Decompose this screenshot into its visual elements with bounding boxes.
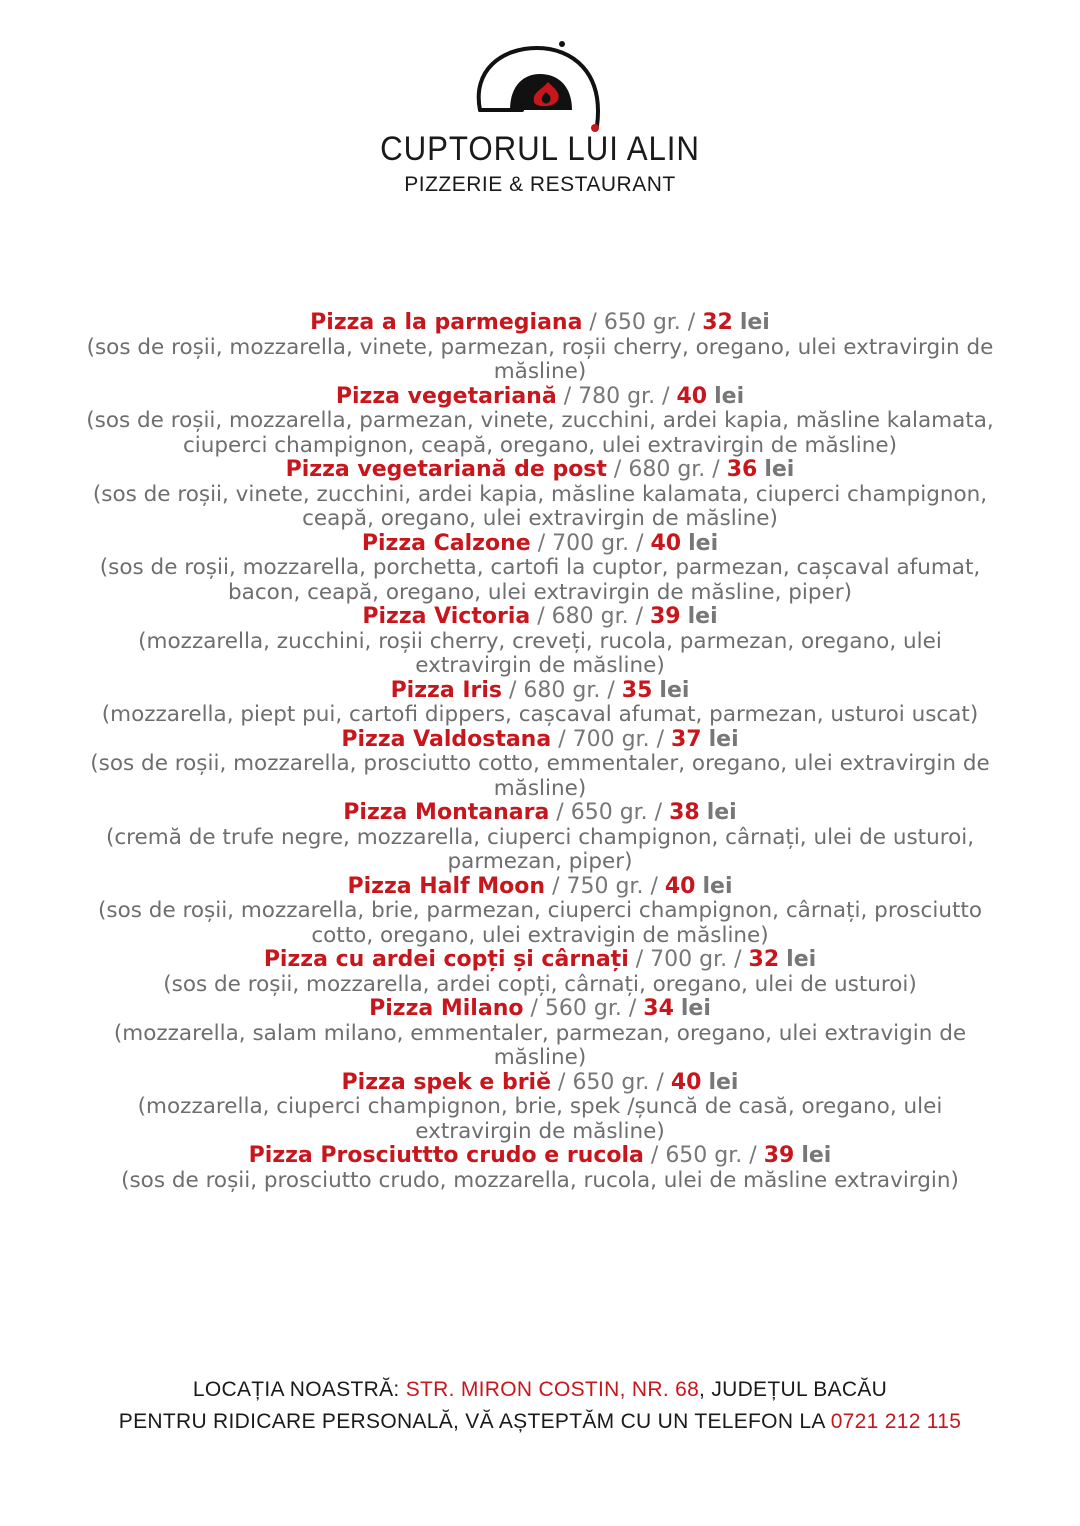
separator: / <box>643 873 665 899</box>
brand-subtitle: PIZZERIE & RESTAURANT <box>404 173 676 196</box>
menu-item <box>80 1144 1000 1193</box>
menu-item <box>80 385 1000 459</box>
menu-item-weight: 650 gr. <box>603 310 681 335</box>
menu-item-price: 40 <box>670 1069 702 1095</box>
menu-item-name: Pizza Milano <box>369 996 524 1021</box>
menu-item-price: 35 <box>621 677 653 703</box>
separator: / <box>628 604 650 629</box>
menu-item-header <box>80 679 1000 704</box>
pickup-label: PENTRU RIDICARE PERSONALĂ, VĂ AȘTEPTĂM CU UN TELEFON LA <box>118 1410 831 1433</box>
separator: / <box>582 310 604 335</box>
menu-item-currency: lei <box>688 530 719 556</box>
brand-logo <box>0 0 1080 210</box>
menu-item-currency: lei <box>714 383 745 409</box>
menu-item-header <box>80 385 1000 410</box>
menu-item-price: 37 <box>670 726 702 752</box>
separator: / <box>647 800 670 825</box>
location-county: , JUDEȚUL BACĂU <box>699 1378 888 1401</box>
separator: / <box>705 457 727 482</box>
separator: / <box>549 800 571 825</box>
menu-item-description: (mozzarella, piept pui, cartofi dippers, cașcaval afumat, parmezan, usturoi uscat) <box>101 702 979 727</box>
menu-item <box>80 728 1000 802</box>
menu-item-name: Pizza Montanara <box>343 800 550 825</box>
menu-item-name: Pizza spek e briĕ <box>341 1069 552 1095</box>
menu-item-description: (sos de roșii, prosciutto crudo, mozzarella, rucola, ulei de măsline extravirgin) <box>121 1167 959 1193</box>
pizza-menu <box>80 311 1000 1193</box>
separator: / <box>655 383 677 409</box>
separator: / <box>551 726 573 752</box>
menu-item <box>80 1071 1000 1145</box>
separator: / <box>742 1143 764 1168</box>
menu-item-weight: 750 gr. <box>566 873 644 899</box>
menu-item-name: Pizza a la parmegiana <box>310 310 583 335</box>
separator: / <box>502 677 524 703</box>
menu-item-currency: lei <box>680 996 711 1021</box>
menu-item-price: 39 <box>650 604 681 629</box>
menu-item-price: 40 <box>650 530 682 556</box>
menu-item-weight: 650 gr. <box>572 1069 650 1095</box>
menu-item-description: (mozzarella, ciuperci champignon, brie, spek /șuncă de casă, oregano, ulei extravirgin de măsline) <box>137 1094 943 1144</box>
menu-item-currency: lei <box>706 800 737 825</box>
menu-item-header <box>80 801 1000 826</box>
menu-item <box>80 679 1000 728</box>
menu-item-currency: lei <box>702 873 733 899</box>
menu-item-weight: 700 gr. <box>552 530 630 556</box>
menu-item-weight: 700 gr. <box>650 947 728 972</box>
menu-item-header <box>80 728 1000 753</box>
menu-item-header <box>80 458 1000 483</box>
separator: / <box>621 996 644 1021</box>
menu-item-weight: 700 gr. <box>572 726 650 752</box>
menu-item-price: 40 <box>676 383 708 409</box>
menu-item-header <box>80 997 1000 1022</box>
separator: / <box>649 1069 671 1095</box>
menu-item-currency: lei <box>708 1069 739 1095</box>
menu-item-description: (sos de roșii, mozzarella, prosciutto cotto, emmentaler, oregano, ulei extravirgin de măsline) <box>90 751 990 801</box>
phone-number[interactable]: 0721 212 115 <box>830 1410 962 1433</box>
oven-logo-icon <box>462 30 612 140</box>
menu-item-weight: 680 gr. <box>523 677 601 703</box>
menu-item-name: Pizza Valdostana <box>341 726 552 752</box>
menu-item <box>80 458 1000 532</box>
menu-item-name: Pizza vegetariană <box>335 383 557 409</box>
separator: / <box>545 873 567 899</box>
separator: / <box>680 310 703 335</box>
menu-item <box>80 875 1000 949</box>
menu-item-weight: 650 gr. <box>570 800 648 825</box>
menu-item-currency: lei <box>764 457 795 482</box>
menu-item-name: Pizza Calzone <box>361 530 531 556</box>
separator: / <box>727 947 749 972</box>
separator: / <box>643 1143 666 1168</box>
separator: / <box>530 530 553 556</box>
menu-item <box>80 948 1000 997</box>
menu-item-description: (sos de roșii, mozzarella, brie, parmezan, ciuperci champignon, cârnați, prosciutto cotto, oregano, ulei extravigin de măsline) <box>98 898 982 948</box>
menu-item <box>80 532 1000 606</box>
menu-item-currency: lei <box>801 1143 832 1168</box>
menu-item-price: 38 <box>669 800 700 825</box>
separator: / <box>628 947 651 972</box>
menu-item-currency: lei <box>786 947 817 972</box>
menu-item-currency: lei <box>687 604 718 629</box>
menu-item-description: (sos de roșii, mozzarella, porchetta, cartofi la cuptor, parmezan, cașcaval afumat, bacon, ceapă, oregano, ulei extravirgin de măsline, piper) <box>99 555 981 605</box>
separator: / <box>551 1069 573 1095</box>
menu-item-header <box>80 948 1000 973</box>
location-line <box>0 1374 1080 1406</box>
pickup-line <box>0 1406 1080 1438</box>
menu-item-name: Pizza cu ardei copți și cârnați <box>263 947 629 972</box>
footer-contact <box>0 1374 1080 1438</box>
separator: / <box>629 530 651 556</box>
menu-item-header <box>80 532 1000 557</box>
menu-item-price: 32 <box>748 947 780 972</box>
menu-item <box>80 311 1000 385</box>
menu-item <box>80 997 1000 1071</box>
menu-item-price: 36 <box>726 457 758 482</box>
menu-item-header <box>80 605 1000 630</box>
menu-item-weight: 780 gr. <box>578 383 656 409</box>
separator: / <box>556 383 579 409</box>
menu-item-description: (sos de roșii, mozzarella, ardei copți, cârnați, oregano, ulei de usturoi) <box>163 971 917 997</box>
menu-item-name: Pizza Prosciuttto crudo e rucola <box>248 1143 644 1168</box>
menu-item-weight: 560 gr. <box>544 996 622 1021</box>
menu-item-currency: lei <box>708 726 739 752</box>
menu-item <box>80 801 1000 875</box>
location-label: LOCAȚIA NOASTRĂ: <box>192 1378 406 1401</box>
menu-item-header <box>80 1144 1000 1169</box>
menu-item-header <box>80 875 1000 900</box>
menu-item-weight: 680 gr. <box>628 457 706 482</box>
separator: / <box>523 996 545 1021</box>
menu-item-weight: 680 gr. <box>551 604 629 629</box>
menu-item-currency: lei <box>659 677 690 703</box>
menu-item-description: (mozzarella, salam milano, emmentaler, parmezan, oregano, ulei extravigin de măsline) <box>113 1020 967 1070</box>
menu-item-description: (mozzarella, zucchini, roșii cherry, creveți, rucola, parmezan, oregano, ulei extravirgin de măsline) <box>138 628 942 678</box>
menu-item-price: 34 <box>643 996 674 1021</box>
location-address: STR. MIRON COSTIN, NR. 68 <box>405 1378 700 1401</box>
menu-item-description: (sos de roșii, vinete, zucchini, ardei kapia, măsline kalamata, ciuperci champignon, ceapă, oregano, ulei extravirgin de măsline) <box>92 481 988 531</box>
menu-item-description: (sos de roșii, mozzarella, vinete, parmezan, roșii cherry, oregano, ulei extravirgin de măsline) <box>86 334 994 384</box>
menu-item-description: (cremă de trufe negre, mozzarella, ciuperci champignon, cârnați, ulei de usturoi, parmezan, piper) <box>105 824 975 874</box>
menu-item-price: 40 <box>664 873 696 899</box>
separator: / <box>649 726 671 752</box>
separator: / <box>600 677 622 703</box>
menu-item-name: Pizza Iris <box>390 677 503 703</box>
menu-item-price: 39 <box>763 1143 795 1168</box>
menu-item-currency: lei <box>739 310 770 335</box>
menu-item-description: (sos de roșii, mozzarella, parmezan, vinete, zucchini, ardei kapia, măsline kalamata, ciuperci champignon, ceapă, oregano, ulei extravirgin de măsline) <box>86 408 994 458</box>
menu-item-weight: 650 gr. <box>665 1143 743 1168</box>
menu-item-header <box>80 1071 1000 1096</box>
brand-name: CUPTORUL LUI ALIN <box>380 130 700 168</box>
menu-item-name: Pizza Victoria <box>362 604 531 629</box>
menu-item-price: 32 <box>702 310 733 335</box>
menu-item-name: Pizza Half Moon <box>347 873 546 899</box>
separator: / <box>530 604 552 629</box>
menu-item <box>80 605 1000 679</box>
menu-item-name: Pizza vegetariană de post <box>285 457 607 482</box>
separator: / <box>606 457 629 482</box>
menu-item-header <box>80 311 1000 336</box>
